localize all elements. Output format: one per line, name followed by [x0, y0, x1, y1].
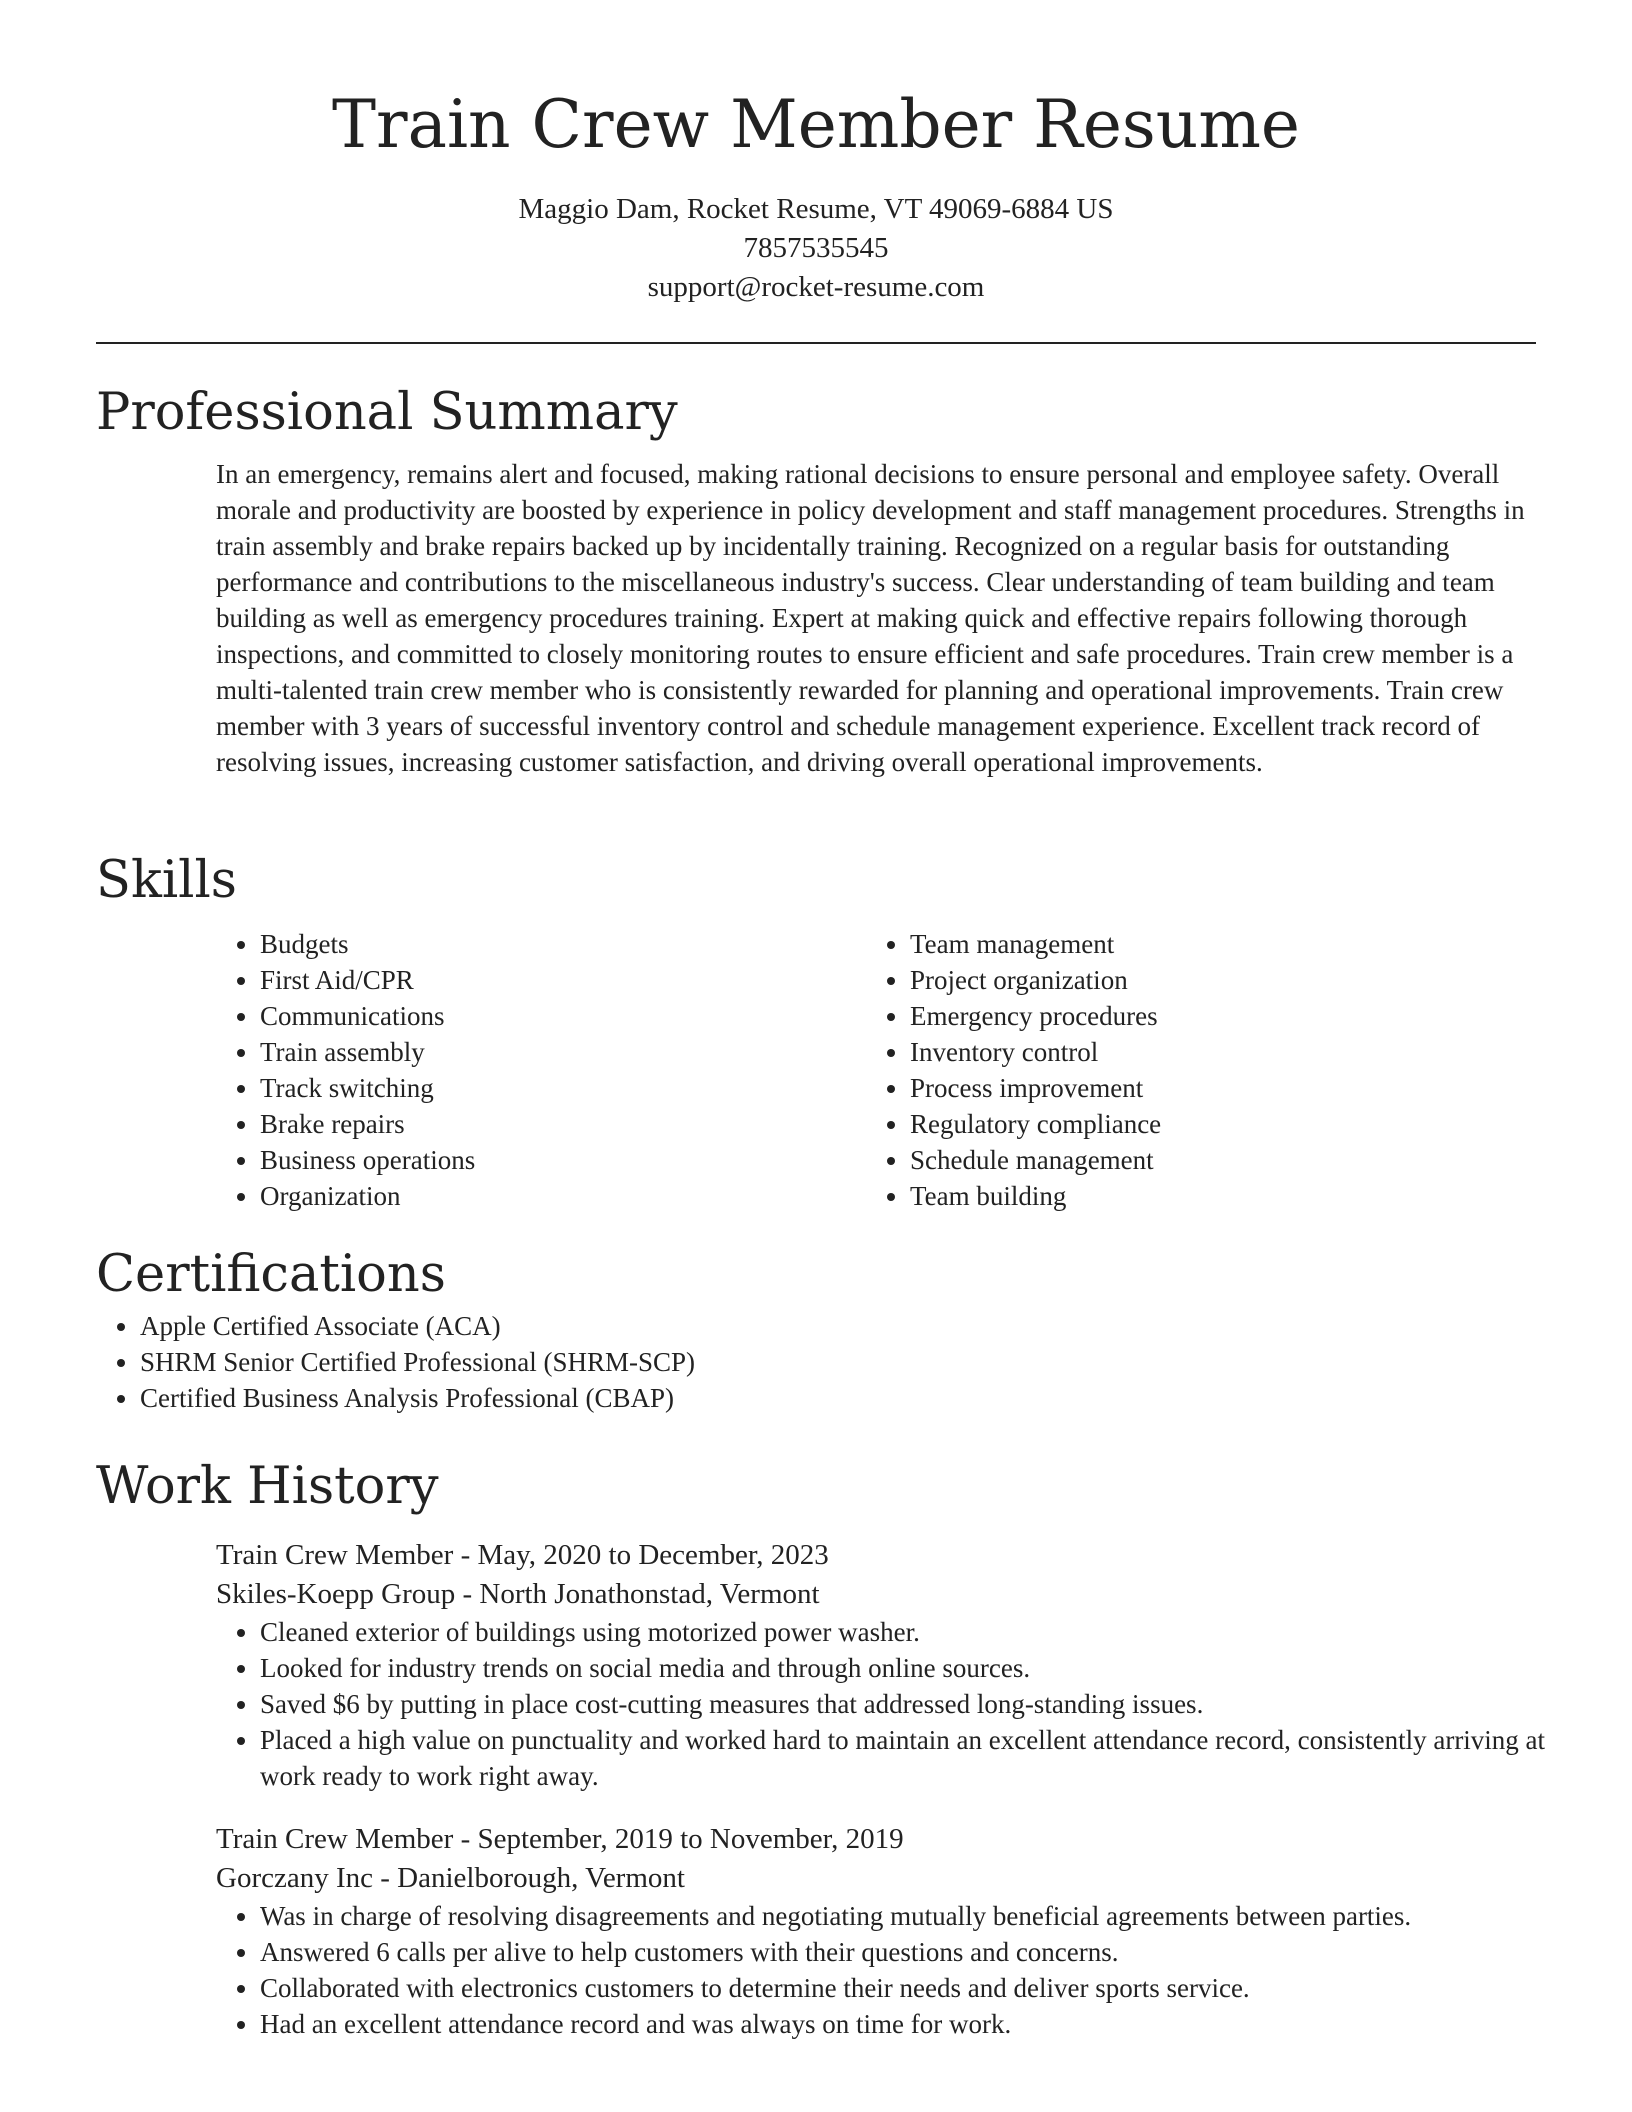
skill-item: • Business operations: [260, 1142, 866, 1178]
skill-item: • Inventory control: [910, 1034, 1516, 1070]
resume-title: Train Crew Member Resume: [332, 86, 1300, 163]
skill-item: • Emergency procedures: [910, 998, 1516, 1034]
contact-email: support@rocket-resume.com: [647, 271, 985, 303]
skill-item: • First Aid/CPR: [260, 962, 866, 998]
skills-section: [96, 848, 1536, 1214]
skill-item: • Budgets: [260, 926, 866, 962]
job-title-line: Train Crew Member - May, 2020 to December, 2023: [216, 1539, 829, 1571]
header-divider: [96, 342, 1536, 344]
skills-column-right: [866, 926, 1516, 1214]
skill-item: • Project organization: [910, 962, 1516, 998]
job-entry: [216, 1536, 1546, 1794]
skills-list-left: [216, 926, 866, 1214]
job-duty-item: • Was in charge of resolving disagreements and negotiating mutually beneficial agreements between parties.: [260, 1898, 1550, 1934]
job-duty-item: • Placed a high value on punctuality and worked hard to maintain an excellent attendance record, consistently arriving at work ready to work right away.: [260, 1722, 1550, 1794]
job-duty-item: • Had an excellent attendance record and was always on time for work.: [260, 2006, 1550, 2042]
skill-item: • Team management: [910, 926, 1516, 962]
job-entry: [216, 1820, 1536, 2042]
contact-block: [0, 190, 1632, 307]
contact-address: Maggio Dam, Rocket Resume, VT 49069-6884 US: [518, 193, 1114, 225]
skill-item: • Train assembly: [260, 1034, 866, 1070]
job-duty-item: • Saved $6 by putting in place cost-cutting measures that addressed long-standing issues.: [260, 1686, 1550, 1722]
skills-list-right: [866, 926, 1516, 1214]
skill-item: • Process improvement: [910, 1070, 1516, 1106]
job-duty-item: • Cleaned exterior of buildings using motorized power washer.: [260, 1614, 1550, 1650]
summary-heading: Professional Summary: [96, 383, 678, 442]
certification-item: • Apple Certified Associate (ACA): [140, 1308, 1536, 1344]
skill-item: • Organization: [260, 1178, 866, 1214]
skill-item: • Team building: [910, 1178, 1516, 1214]
resume-header: [0, 0, 1632, 307]
certifications-section: [96, 1242, 1536, 1416]
job-duty-item: • Answered 6 calls per alive to help customers with their questions and concerns.: [260, 1934, 1550, 1970]
job-duties-list: [216, 1614, 1550, 1794]
certifications-heading: Certifications: [96, 1245, 446, 1304]
skill-item: • Track switching: [260, 1070, 866, 1106]
skills-heading: Skills: [96, 851, 237, 910]
skill-item: • Communications: [260, 998, 866, 1034]
certifications-list: [96, 1308, 1536, 1416]
job-title-line: Train Crew Member - September, 2019 to November, 2019: [216, 1823, 904, 1855]
job-duties-list: [216, 1898, 1550, 2042]
work-history-section: [96, 1454, 1546, 2042]
skill-item: • Schedule management: [910, 1142, 1516, 1178]
skills-columns: [216, 926, 1536, 1214]
skills-column-left: [216, 926, 866, 1214]
skill-item: • Brake repairs: [260, 1106, 866, 1142]
job-duty-item: • Collaborated with electronics customers to determine their needs and deliver sports service.: [260, 1970, 1550, 2006]
certification-item: • Certified Business Analysis Professional (CBAP): [140, 1380, 1536, 1416]
job-company-line: Skiles-Koepp Group - North Jonathonstad, Vermont: [216, 1578, 820, 1610]
contact-phone: 7857535545: [743, 232, 889, 264]
summary-section: [96, 380, 1536, 780]
job-company-line: Gorczany Inc - Danielborough, Vermont: [216, 1862, 685, 1894]
certification-item: • SHRM Senior Certified Professional (SHRM-SCP): [140, 1344, 1536, 1380]
job-duty-item: • Looked for industry trends on social media and through online sources.: [260, 1650, 1550, 1686]
skill-item: • Regulatory compliance: [910, 1106, 1516, 1142]
work-history-heading: Work History: [96, 1457, 439, 1516]
summary-text: In an emergency, remains alert and focused, making rational decisions to ensure personal and employee safety. Overall morale and productivity are boosted by experience in policy development and staff management procedures. Strengths in train assembly and brake repairs backed up by incidentally training. Recognized on a regular basis for outstanding performance and contributions to the miscellaneous industry's success. Clear understanding of team building and team building as well as emergency procedures training. Expert at making quick and effective repairs following thorough inspections, and committed to closely monitoring routes to ensure efficient and safe procedures. Train crew member is a multi-talented train crew member who is consistently rewarded for planning and operational improvements. Train crew member with 3 years of successful inventory control and schedule management experience. Excellent track record of resolving issues, increasing customer satisfaction, and driving overall operational improvements.: [216, 459, 1525, 777]
